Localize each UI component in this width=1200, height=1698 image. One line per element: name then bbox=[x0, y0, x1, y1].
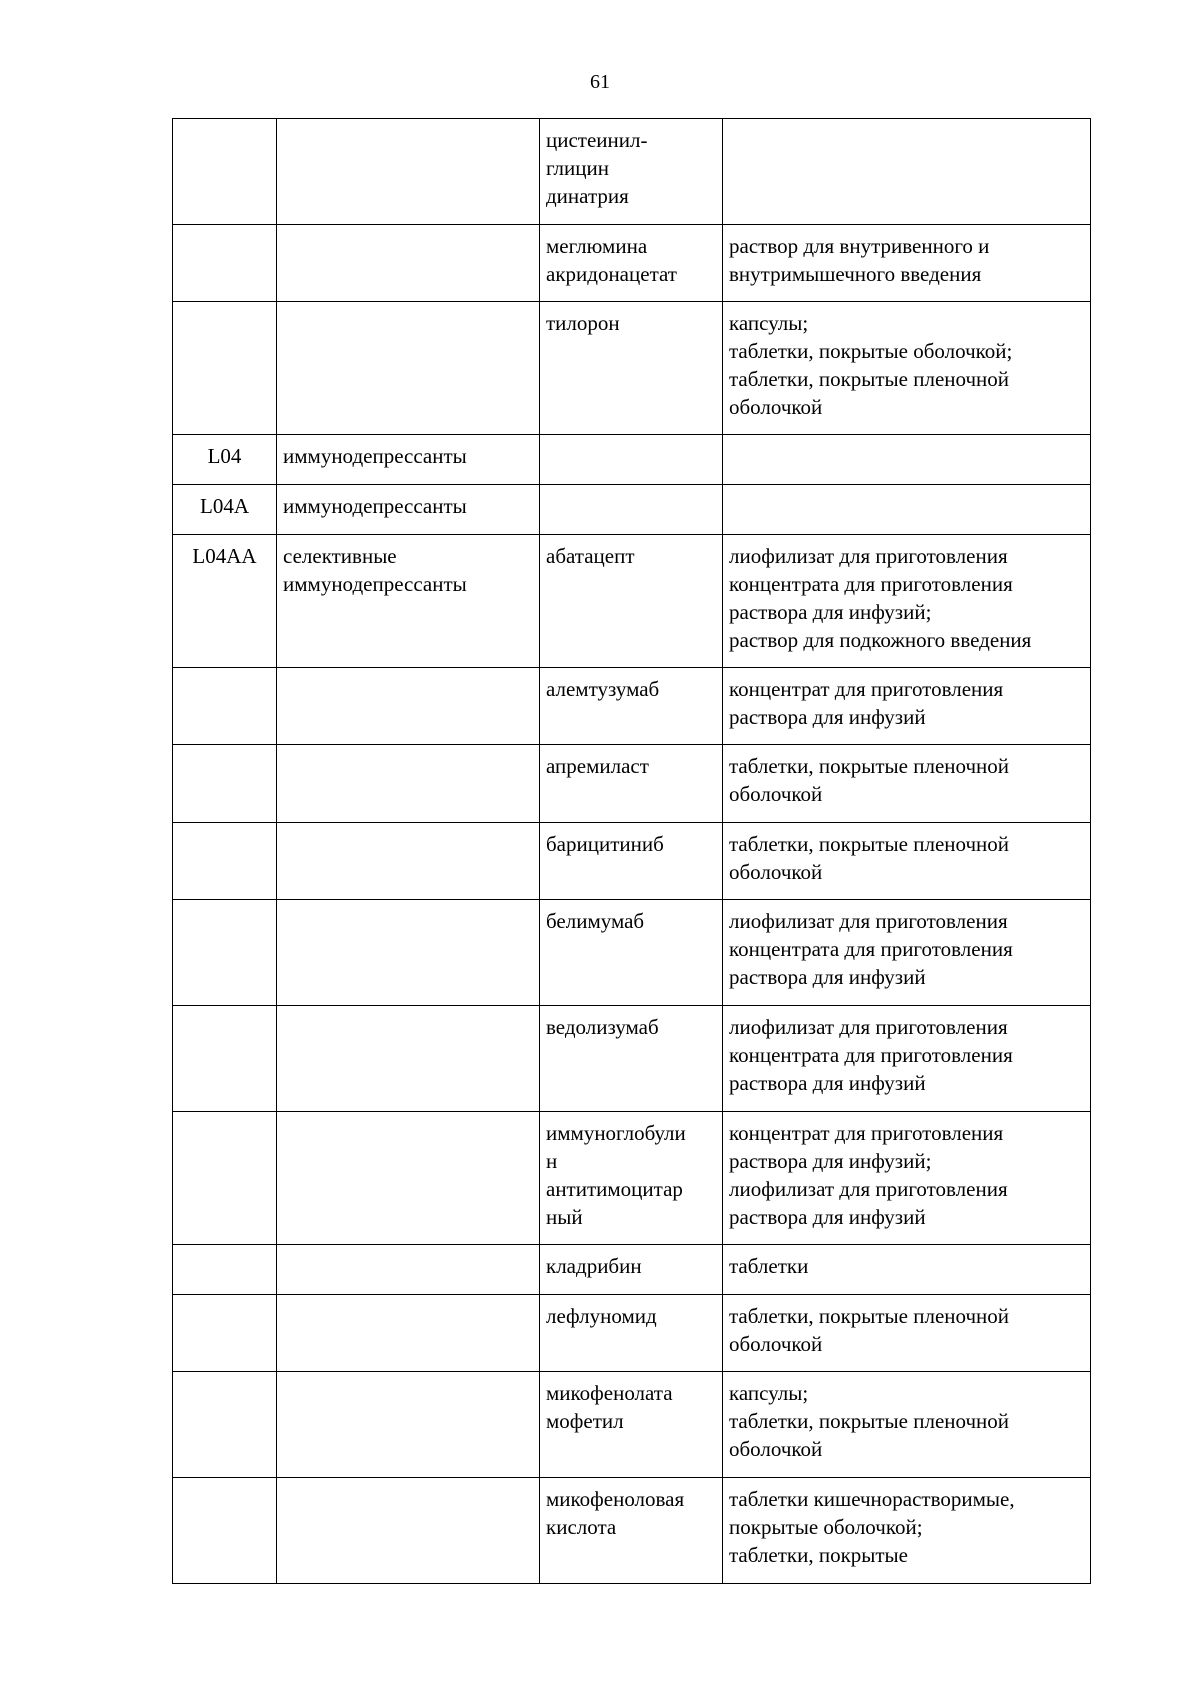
group-name-cell bbox=[277, 1372, 540, 1478]
table-row bbox=[173, 823, 1091, 900]
dosage-form-cell: лиофилизат для приготовления концентрата для приготовления раствора для инфузий; раствор для подкожного введения bbox=[723, 535, 1091, 668]
drug-name-cell: тилорон bbox=[540, 302, 723, 435]
dosage-form-cell: капсулы; таблетки, покрытые пленочной оболочкой bbox=[723, 1372, 1091, 1478]
table-row bbox=[173, 225, 1091, 302]
dosage-form-cell: лиофилизат для приготовления концентрата для приготовления раствора для инфузий bbox=[723, 900, 1091, 1006]
drug-name-cell: апремиласт bbox=[540, 745, 723, 823]
dosage-form-cell: капсулы; таблетки, покрытые оболочкой; таблетки, покрытые пленочной оболочкой bbox=[723, 302, 1091, 435]
group-name-cell bbox=[277, 900, 540, 1006]
drug-name-cell: меглюмина акридонацетат bbox=[540, 225, 723, 302]
medicines-table-body bbox=[173, 119, 1091, 1584]
group-name-cell: иммунодепрессанты bbox=[277, 435, 540, 485]
dosage-form-cell: концентрат для приготовления раствора для инфузий; лиофилизат для приготовления раствора для инфузий bbox=[723, 1112, 1091, 1245]
atc-code-cell bbox=[173, 1006, 277, 1112]
table-row bbox=[173, 1295, 1091, 1372]
dosage-form-cell bbox=[723, 485, 1091, 535]
atc-code-cell bbox=[173, 1372, 277, 1478]
drug-name-cell: ведолизумаб bbox=[540, 1006, 723, 1112]
group-name-cell bbox=[277, 1478, 540, 1584]
drug-name-cell: алемтузумаб bbox=[540, 668, 723, 745]
atc-code-cell bbox=[173, 1478, 277, 1584]
group-name-cell bbox=[277, 668, 540, 745]
dosage-form-cell bbox=[723, 435, 1091, 485]
atc-code-cell: L04AA bbox=[173, 535, 277, 668]
atc-code-cell bbox=[173, 823, 277, 900]
atc-code-cell bbox=[173, 1245, 277, 1295]
table-row bbox=[173, 535, 1091, 668]
group-name-cell bbox=[277, 1295, 540, 1372]
drug-name-cell: микофеноловая кислота bbox=[540, 1478, 723, 1584]
table-row bbox=[173, 1478, 1091, 1584]
drug-name-cell: белимумаб bbox=[540, 900, 723, 1006]
atc-code-cell bbox=[173, 745, 277, 823]
drug-name-cell: кладрибин bbox=[540, 1245, 723, 1295]
dosage-form-cell: таблетки, покрытые пленочной оболочкой bbox=[723, 1295, 1091, 1372]
group-name-cell bbox=[277, 225, 540, 302]
drug-name-cell: цистеинил- глицин динатрия bbox=[540, 119, 723, 225]
dosage-form-cell bbox=[723, 119, 1091, 225]
dosage-form-cell: концентрат для приготовления раствора для инфузий bbox=[723, 668, 1091, 745]
dosage-form-cell: таблетки bbox=[723, 1245, 1091, 1295]
atc-code-cell: L04A bbox=[173, 485, 277, 535]
group-name-cell bbox=[277, 1006, 540, 1112]
atc-code-cell bbox=[173, 668, 277, 745]
dosage-form-cell: таблетки, покрытые пленочной оболочкой bbox=[723, 745, 1091, 823]
drug-name-cell: барицитиниб bbox=[540, 823, 723, 900]
drug-name-cell: лефлуномид bbox=[540, 1295, 723, 1372]
group-name-cell bbox=[277, 745, 540, 823]
table-row bbox=[173, 1245, 1091, 1295]
table-row bbox=[173, 302, 1091, 435]
table-row bbox=[173, 1112, 1091, 1245]
dosage-form-cell: раствор для внутривенного и внутримышечного введения bbox=[723, 225, 1091, 302]
table-row bbox=[173, 119, 1091, 225]
dosage-form-cell: лиофилизат для приготовления концентрата для приготовления раствора для инфузий bbox=[723, 1006, 1091, 1112]
table-row bbox=[173, 485, 1091, 535]
table-row bbox=[173, 900, 1091, 1006]
group-name-cell bbox=[277, 1112, 540, 1245]
page-number: 61 bbox=[590, 71, 610, 93]
dosage-form-cell: таблетки, покрытые пленочной оболочкой bbox=[723, 823, 1091, 900]
table-row bbox=[173, 1372, 1091, 1478]
atc-code-cell bbox=[173, 225, 277, 302]
group-name-cell bbox=[277, 119, 540, 225]
group-name-cell bbox=[277, 1245, 540, 1295]
drug-name-cell: абатацепт bbox=[540, 535, 723, 668]
table-row bbox=[173, 435, 1091, 485]
group-name-cell bbox=[277, 823, 540, 900]
drug-name-cell bbox=[540, 435, 723, 485]
drug-name-cell: микофенолата мофетил bbox=[540, 1372, 723, 1478]
drug-name-cell: иммуноглобули н антитимоцитар ный bbox=[540, 1112, 723, 1245]
group-name-cell bbox=[277, 302, 540, 435]
table-row bbox=[173, 668, 1091, 745]
drug-name-cell bbox=[540, 485, 723, 535]
atc-code-cell bbox=[173, 1112, 277, 1245]
table-row bbox=[173, 745, 1091, 823]
atc-code-cell: L04 bbox=[173, 435, 277, 485]
table-row bbox=[173, 1006, 1091, 1112]
group-name-cell: иммунодепрессанты bbox=[277, 485, 540, 535]
atc-code-cell bbox=[173, 302, 277, 435]
atc-code-cell bbox=[173, 119, 277, 225]
atc-code-cell bbox=[173, 900, 277, 1006]
dosage-form-cell: таблетки кишечнорастворимые, покрытые оболочкой; таблетки, покрытые bbox=[723, 1478, 1091, 1584]
medicines-table bbox=[172, 118, 1091, 1584]
group-name-cell: селективные иммунодепрессанты bbox=[277, 535, 540, 668]
atc-code-cell bbox=[173, 1295, 277, 1372]
